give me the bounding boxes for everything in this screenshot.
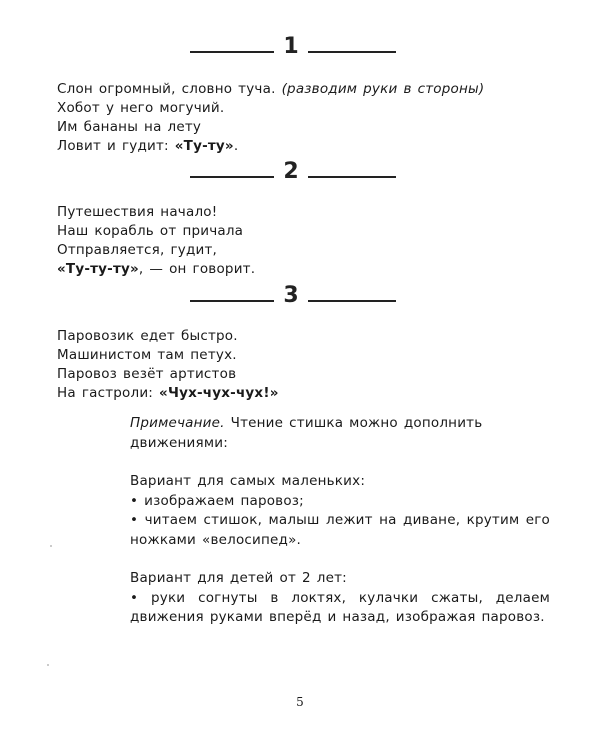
- note-block: [130, 414, 550, 628]
- divider-line: [190, 176, 274, 178]
- verse-line: Слон огромный, словно туча. (разводим руки в стороны): [57, 81, 485, 97]
- sound-word: «Ту-ту-ту»: [57, 261, 139, 277]
- verse-line: Паровозик едет быстро.: [57, 328, 238, 344]
- verse-line: Путешествия начало!: [57, 204, 218, 220]
- verse-3: [57, 327, 279, 403]
- verse-line: Паровоз везёт артистов: [57, 366, 237, 382]
- divider-line: [190, 300, 274, 302]
- variant-2-item: • руки согнуты в локтях, кулачки сжаты, делаем движения руками вперёд и назад, изображая паровоз.: [130, 589, 550, 625]
- verse-line: Им бананы на лету: [57, 119, 202, 135]
- verse-2: [57, 203, 255, 279]
- divider-line: [308, 51, 396, 53]
- divider-line: [190, 51, 274, 53]
- section-number: 2: [283, 159, 299, 184]
- sound-word: «Чух-чух-чух!»: [159, 385, 279, 401]
- variant-1-item: • изображаем паровоз;: [130, 492, 304, 509]
- section-number: 1: [283, 34, 299, 59]
- verse-1: [57, 80, 484, 156]
- verse-line: Хобот у него могучий.: [57, 100, 225, 116]
- section-2-divider: [190, 159, 396, 189]
- note-intro: Примечание. Чтение стишка можно дополнить движениями:: [130, 415, 483, 451]
- verse-line: Отправляется, гудит,: [57, 242, 218, 258]
- verse-line: Ловит и гудит: «Ту-ту».: [57, 138, 239, 154]
- section-number: 3: [283, 283, 299, 308]
- divider-line: [308, 300, 396, 302]
- verse-line: Наш корабль от причала: [57, 223, 244, 239]
- verse-line: На гастроли: «Чух-чух-чух!»: [57, 385, 279, 401]
- variant-1-title: Вариант для самых маленьких:: [130, 473, 366, 489]
- note-label: Примечание.: [130, 415, 225, 431]
- variant-1-item: • читаем стишок, малыш лежит на диване, крутим его ножками «велосипед».: [130, 512, 550, 548]
- verse-line: «Ту-ту-ту», — он говорит.: [57, 261, 256, 277]
- page-number: 5: [296, 695, 304, 709]
- divider-line: [308, 176, 396, 178]
- variant-2-title: Вариант для детей от 2 лет:: [130, 570, 347, 586]
- stage-direction: (разводим руки в стороны): [281, 81, 485, 97]
- section-3-divider: [190, 283, 396, 313]
- sound-word: «Ту-ту»: [174, 138, 234, 154]
- verse-line: Машинистом там петух.: [57, 347, 237, 363]
- section-1-divider: [190, 34, 396, 64]
